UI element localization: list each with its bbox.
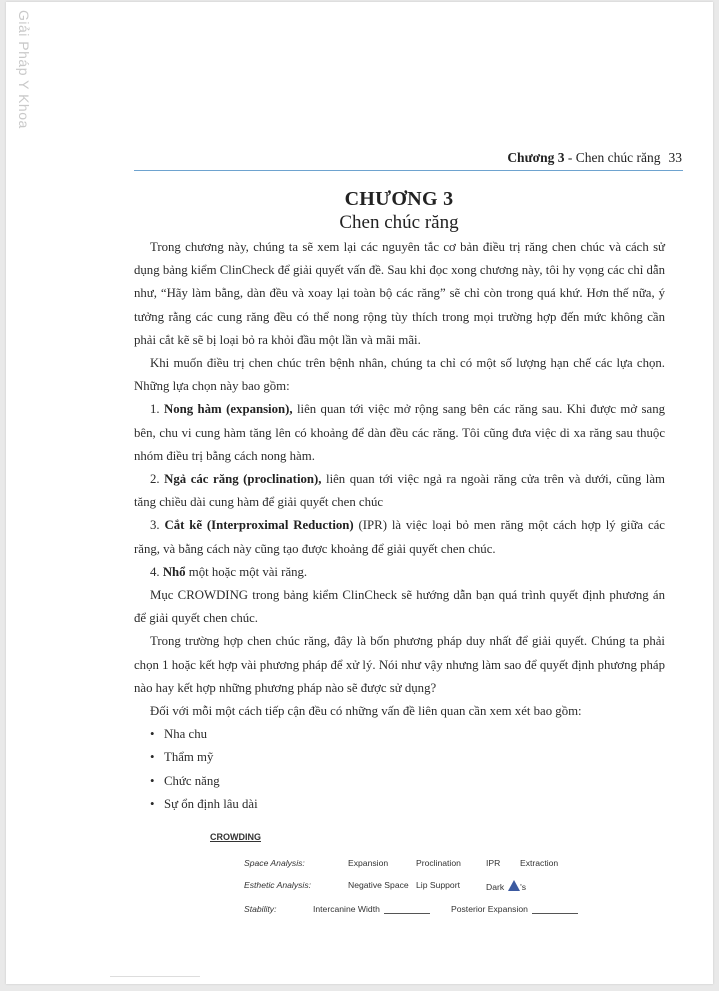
list-number: 2.	[150, 472, 160, 487]
crowding-checklist	[210, 832, 630, 914]
bullet-list	[134, 723, 665, 816]
bullet-item: • Nha chu	[134, 723, 665, 746]
list-text: (IPR) là việc loại bỏ men răng một cách hợp lý giữa các răng, và bằng cách này cũng tạo được khoảng để giải quyết chen chúc.	[134, 518, 665, 556]
chapter-heading: CHƯƠNG 3	[344, 188, 454, 210]
running-head-separator: -	[564, 150, 576, 165]
header-rule	[134, 170, 683, 171]
paragraph: Đối với mỗi một cách tiếp cận đều có những vấn đề liên quan cần xem xét bao gồm:	[150, 704, 582, 719]
list-item	[134, 468, 665, 514]
option-intercanine-width: Intercanine Width	[313, 904, 430, 914]
stability-label: Stability:	[244, 904, 277, 914]
body-text	[134, 236, 665, 816]
option-extraction: Extraction	[520, 858, 559, 868]
blank-line	[532, 905, 578, 914]
list-number: 3.	[150, 518, 160, 533]
option-ipr: IPR	[486, 858, 501, 868]
option-expansion: Expansion	[348, 858, 389, 868]
running-head-title: Chen chúc răng	[575, 150, 661, 165]
chapter-subtitle: Chen chúc răng	[339, 212, 459, 233]
bullet-dot-icon: •	[150, 796, 155, 811]
blank-line	[384, 905, 430, 914]
paragraph: Trong chương này, chúng ta sẽ xem lại các nguyên tắc cơ bản điều trị răng chen chúc và cách sử dụng bảng kiểm ClinCheck để giải quyết vấn đề. Sau khi đọc xong chương này, tôi hy vọng các chỉ dẫn như, “Hãy làm bằng, dàn đều và xoay lại toàn bộ các răng” sẽ chỉ còn trong quá khứ. Hơn thế nữa, ý tưởng rằng các cung răng đều có thể nong rộng tùy thích trong mọi trường hợp đến mức không cần phải cắt kẽ sẽ bị loại bỏ ra khỏi đầu một lần và mãi mãi.	[134, 240, 665, 347]
list-term: Nong hàm (expansion),	[164, 402, 293, 417]
esthetic-analysis-label: Esthetic Analysis:	[244, 880, 312, 890]
list-term: Ngả các răng (proclination),	[164, 472, 322, 487]
option-posterior-expansion: Posterior Expansion	[451, 904, 578, 914]
list-item	[134, 398, 665, 468]
bullet-dot-icon: •	[150, 727, 155, 742]
paragraph: Mục CROWDING trong bảng kiểm ClinCheck sẽ hướng dẫn bạn quá trình quyết định phương án để giải quyết chen chúc.	[134, 588, 665, 626]
triangle-icon	[508, 880, 520, 891]
paragraph: Trong trường hợp chen chúc răng, đây là bốn phương pháp duy nhất để giải quyết. Chúng ta phải chọn 1 hoặc kết hợp vài phương pháp để xử lý. Nói như vậy nhưng làm sao để quyết định phương pháp nào hay kết hợp những phương pháp nào sẽ được sử dụng?	[134, 634, 665, 695]
bullet-dot-icon: •	[150, 773, 155, 788]
page-number: 33	[668, 150, 682, 165]
option-lip-support: Lip Support	[416, 880, 460, 890]
list-item	[134, 561, 665, 584]
space-analysis-label: Space Analysis:	[244, 858, 305, 868]
list-term: Nhổ	[162, 564, 186, 579]
running-head-chapter: Chương 3	[507, 150, 565, 165]
bullet-item: • Sự ổn định lâu dài	[134, 793, 665, 816]
crowding-title: CROWDING	[210, 832, 261, 842]
list-text: liên quan tới việc ngả ra ngoài răng cửa trên và dưới, cũng làm tăng chiều dài cung hàm để giải quyết chen chúc	[134, 472, 665, 510]
option-proclination: Proclination	[416, 858, 461, 868]
list-text: một hoặc một vài răng.	[185, 564, 308, 579]
list-item	[134, 514, 665, 560]
option-dark-triangles: Dark 's	[486, 882, 527, 892]
bullet-item: • Chức năng	[134, 770, 665, 793]
bottom-rule	[110, 976, 200, 977]
list-number: 1.	[150, 402, 160, 417]
watermark: Giải Pháp Y Khoa	[16, 10, 32, 129]
bullet-dot-icon: •	[150, 750, 155, 765]
list-text: liên quan tới việc mở rộng sang bên các răng sau. Khi được mở sang bên, chu vi cung hàm tăng lên có khoảng để dàn đều các răng. Tôi cũng đưa việc di xa răng sau thuộc nhóm điều trị bằng cách nong hàm.	[134, 402, 665, 463]
list-term: Cắt kẽ (Interproximal Reduction)	[164, 518, 354, 533]
running-head	[134, 150, 682, 166]
option-negative-space: Negative Space	[348, 880, 409, 890]
list-number: 4.	[150, 564, 160, 579]
bullet-item: • Thẩm mỹ	[134, 746, 665, 769]
paragraph: Khi muốn điều trị chen chúc trên bệnh nhân, chúng ta chỉ có một số lượng hạn chế các lựa chọn. Những lựa chọn này bao gồm:	[134, 356, 665, 394]
